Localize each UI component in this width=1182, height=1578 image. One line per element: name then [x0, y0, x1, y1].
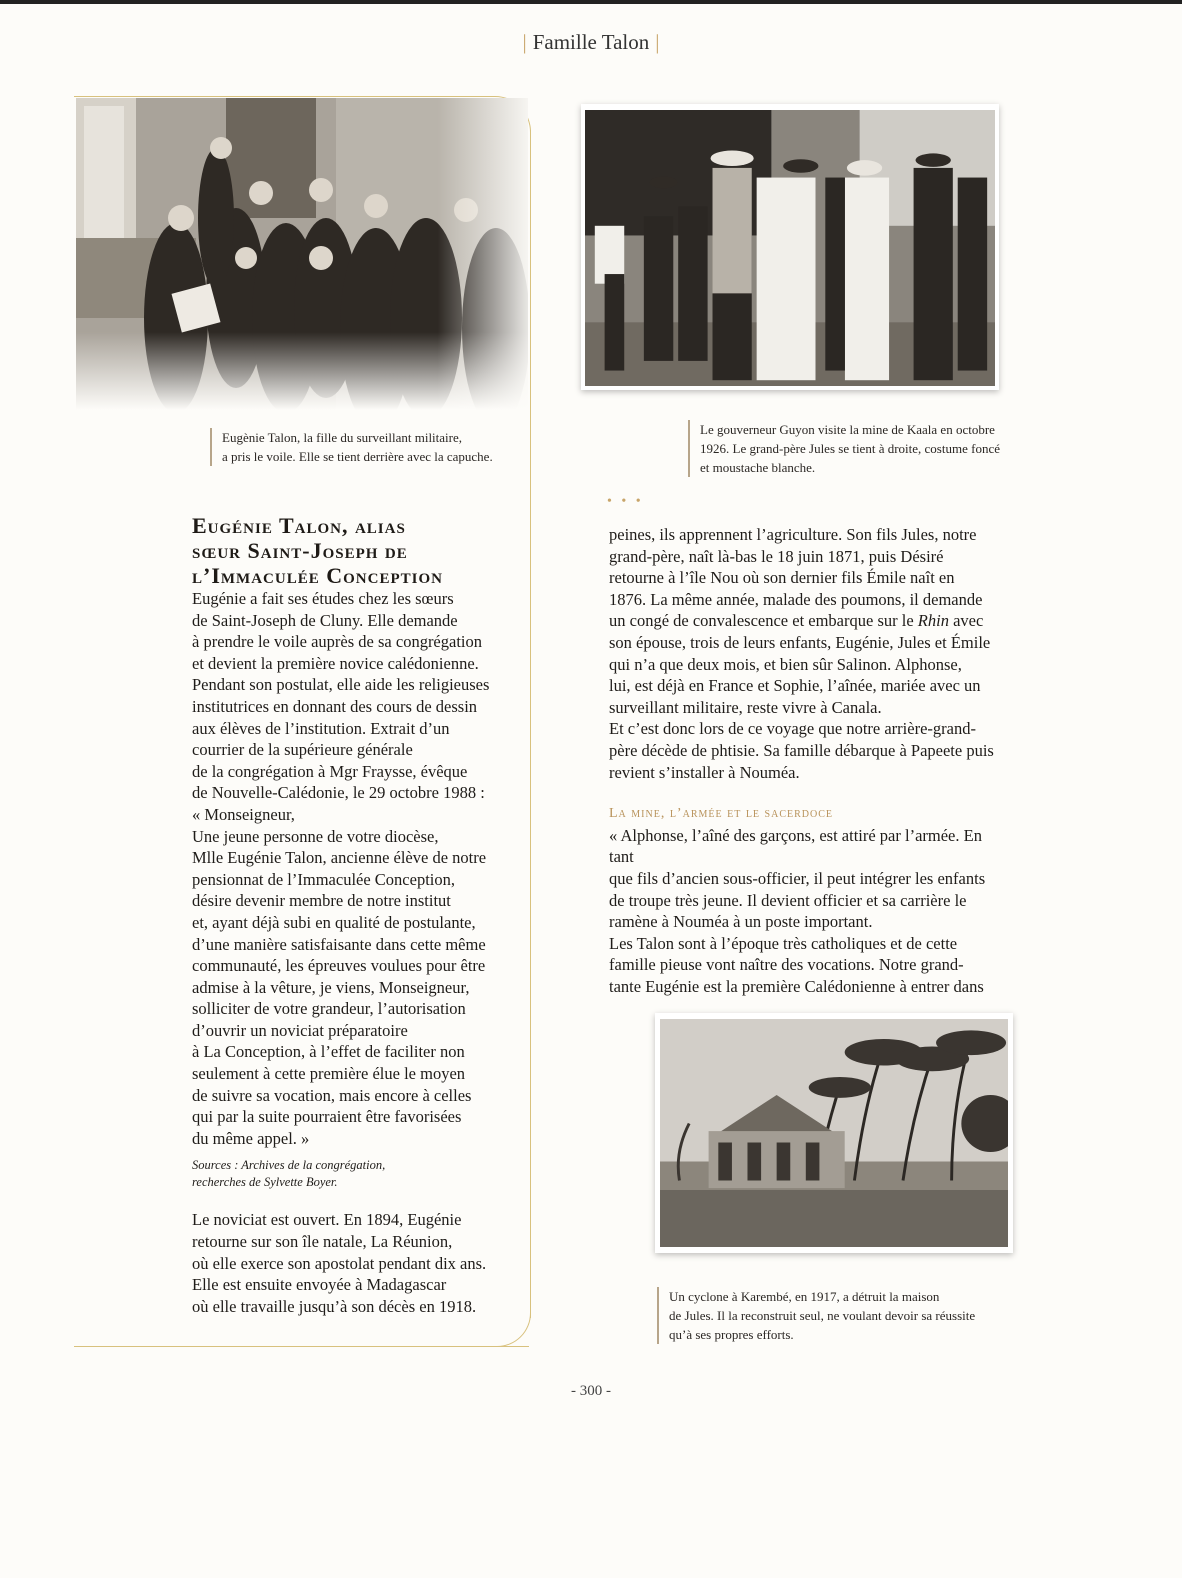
body-line: Pendant son postulat, elle aide les religieuses: [192, 675, 490, 695]
caption-line: a pris le voile. Elle se tient derrière avec la capuche.: [222, 449, 493, 464]
body-line: du même appel. »: [192, 1128, 310, 1148]
section-heading: La mine, l’armée et le sacerdoce: [609, 806, 833, 822]
article-conclusion: [192, 1209, 522, 1317]
body-line: institutrices en donnant des cours de dessin: [192, 696, 478, 716]
body-line: aux élèves de l’institution. Extrait d’un: [192, 718, 450, 738]
sources-note: [192, 1157, 522, 1191]
body-line: admise à la vêture, je viens, Monseigneur,: [192, 977, 470, 997]
body-line: son épouse, trois de leurs enfants, Eugénie, Jules et Émile: [609, 632, 991, 652]
title-line: sœur Saint-Joseph de: [192, 538, 408, 563]
caption-line: Eugènie Talon, la fille du surveillant militaire,: [222, 430, 463, 445]
article-body-continued: [609, 524, 1009, 783]
body-line: famille pieuse vont naître des vocations. Notre grand-: [609, 955, 964, 975]
body-line: peines, ils apprennent l’agriculture. Son fils Jules, notre: [609, 525, 977, 544]
body-line: « Monseigneur,: [192, 804, 295, 824]
frame-line: [74, 1346, 529, 1347]
caption-line: de Jules. Il la reconstruit seul, ne voulant devoir sa réussite: [669, 1308, 976, 1323]
body-line: où elle exerce son apostolat pendant dix ans.: [192, 1253, 487, 1273]
body-line: Les Talon sont à l’époque très catholiques et de cette: [609, 933, 958, 953]
body-line: tante Eugénie est la première Calédonienne à entrer dans: [609, 976, 984, 996]
body-line: père décède de phtisie. Sa famille débarque à Papeete puis: [609, 740, 994, 760]
body-line: et devient la première novice calédonienne.: [192, 653, 479, 673]
article-body: [192, 588, 522, 1149]
photo-eugenie-group: [76, 98, 528, 410]
body-line: solliciter de votre grandeur, l’autorisation: [192, 999, 466, 1019]
body-line: Elle est ensuite envoyée à Madagascar: [192, 1275, 447, 1295]
body-line: d’une manière satisfaisante dans cette même: [192, 934, 486, 954]
body-line: que fils d’ancien sous-officier, il peut intégrer les enfants: [609, 868, 986, 888]
caption-line: et moustache blanche.: [700, 460, 816, 475]
body-line: de Nouvelle-Calédonie, le 29 octobre 1988 :: [192, 783, 485, 803]
body-line: Une jeune personne de votre diocèse,: [192, 826, 439, 846]
sources-line: recherches de Sylvette Boyer.: [192, 1175, 338, 1190]
title-line: Eugénie Talon, alias: [192, 513, 406, 538]
photo-caption: [210, 428, 532, 466]
left-column: [192, 513, 522, 1317]
body-line: Et c’est donc lors de ce voyage que notre arrière-grand-: [609, 719, 976, 739]
body-line: retourne à l’île Nou où son dernier fils Émile naît en: [609, 568, 955, 588]
running-header: | Famille Talon |: [522, 30, 660, 54]
body-line: d’ouvrir un noviciat préparatoire: [192, 1020, 408, 1040]
body-line: 1876. La même année, malade des poumons, il demande: [609, 589, 983, 609]
body-line: à La Conception, à l’effet de faciliter non: [192, 1042, 465, 1062]
body-line: seulement à cette première élue le moyen: [192, 1064, 466, 1084]
body-line: de suivre sa vocation, mais encore à celles: [192, 1085, 472, 1105]
body-line: ramène à Nouméa à un poste important.: [609, 912, 873, 932]
section-dots: • • •: [607, 494, 644, 509]
sources-line: Sources : Archives de la congrégation,: [192, 1158, 386, 1173]
body-line: qui par la suite pourraient être favorisées: [192, 1107, 462, 1127]
caption-line: Un cyclone à Karembé, en 1917, a détruit la maison: [669, 1289, 940, 1304]
body-line: lui, est déjà en France et Sophie, l’aînée, mariée avec un: [609, 676, 981, 696]
body-line: de Saint-Joseph de Cluny. Elle demande: [192, 610, 458, 630]
body-line: communauté, les épreuves voulues pour être: [192, 956, 486, 976]
body-line: de troupe très jeune. Il devient officier et sa carrière le: [609, 890, 967, 910]
ship-name: Rhin: [917, 611, 949, 631]
body-line: retourne sur son île natale, La Réunion,: [192, 1232, 453, 1252]
body-line: Eugénie a fait ses études chez les sœurs: [192, 589, 454, 608]
body-line: « Alphonse, l’aîné des garçons, est attiré par l’armée. En tant: [609, 825, 982, 867]
body-line: qui n’a que deux mois, et bien sûr Salinon. Alphonse,: [609, 654, 962, 674]
body-line: courrier de la supérieure générale: [192, 740, 413, 760]
body-line: surveillant militaire, reste vivre à Canala.: [609, 697, 882, 717]
body-line: grand-père, naît là-bas le 18 juin 1871, puis Désiré: [609, 546, 944, 566]
body-line: de la congrégation à Mgr Fraysse, évêque: [192, 761, 468, 781]
photo-caption: [657, 1287, 1014, 1344]
title-line: l’Immaculée Conception: [192, 563, 443, 588]
article-title: [192, 513, 522, 588]
frame-line: [530, 130, 531, 1318]
body-line: un congé de convalescence et embarque sur le Rhin avec: [609, 611, 984, 631]
right-column: [609, 524, 1009, 997]
photo-cyclone-house: [655, 1013, 1013, 1253]
top-border: [0, 0, 1182, 4]
body-line: à prendre le voile auprès de sa congrégation: [192, 632, 482, 652]
section-body: [609, 825, 1009, 998]
body-line: désire devenir membre de notre institut: [192, 891, 451, 911]
caption-line: qu’à ses propres efforts.: [669, 1327, 794, 1342]
frame-line: [74, 96, 492, 97]
photo-governor-mine: [581, 104, 999, 390]
caption-line: 1926. Le grand-père Jules se tient à droite, costume foncé: [700, 441, 1000, 456]
body-line: Le noviciat est ouvert. En 1894, Eugénie: [192, 1210, 462, 1230]
body-line: où elle travaille jusqu’à son décès en 1918.: [192, 1296, 477, 1316]
caption-line: Le gouverneur Guyon visite la mine de Kaala en octobre: [700, 422, 995, 437]
body-line: Mlle Eugénie Talon, ancienne élève de notre: [192, 848, 487, 868]
page-number: - 300 -: [571, 1383, 611, 1399]
body-line: et, ayant déjà subi en qualité de postulante,: [192, 912, 476, 932]
photo-caption: [688, 420, 1030, 477]
body-line: pensionnat de l’Immaculée Conception,: [192, 869, 456, 889]
body-line: revient s’installer à Nouméa.: [609, 762, 800, 782]
header-title: Famille Talon: [532, 30, 650, 54]
